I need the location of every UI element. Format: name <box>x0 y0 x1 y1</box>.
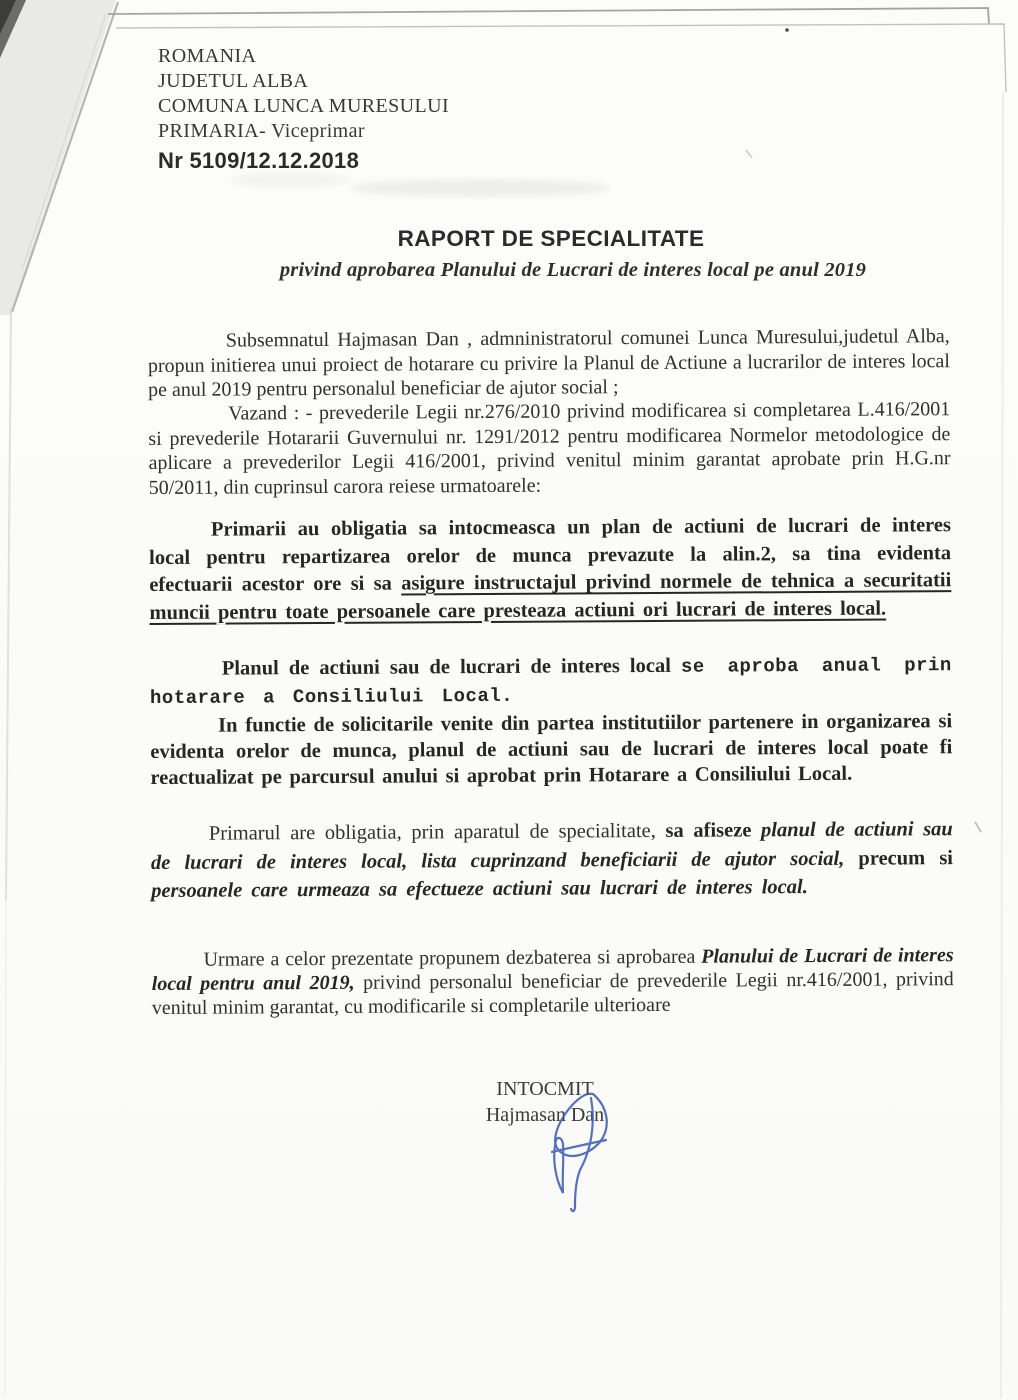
paragraph-legal-basis: Vazand : - prevederile Legii nr.276/2010 privind modificarea si completarea L.416/2001 si prevederile Hotararii Guvernului nr. 1291/2012 pentru modificarea Normelor metodologice de aplicare a prevederilor Legii 416/2001, privind venitul minim garantat aprobate prin H.G.nr 50/2011, din cuprinsul carora reiese urmatoarele: <box>148 398 951 499</box>
mayor-bold-text-1: sa afiseze <box>665 819 762 842</box>
mayor-italic-text-2: persoanele care urmeaza sa efectueze actiuni sau lucrari de interes local. <box>151 876 808 903</box>
diagonal-page-edge-inner <box>22 14 106 270</box>
title-block <box>150 226 952 282</box>
mayor-italic-text-1: planul de actiuni sau de lucrari de interes local, lista cuprinzand beneficiarii de ajutor social, <box>150 818 953 874</box>
dark-corner <box>0 0 26 58</box>
margin-tick-mark <box>975 822 981 832</box>
paragraph-obligation <box>149 512 952 627</box>
signatory-name: Hajmasan Dan <box>485 1104 605 1126</box>
corner-shade <box>0 0 116 315</box>
prepared-by-label: INTOCMIT <box>496 1078 594 1100</box>
bleedthrough-smudge-2 <box>230 172 350 188</box>
paragraph-introduction: Subsemnatul Hajmasan Dan , admninistratorul comunei Lunca Muresului,judetul Alba, propun initierea unui proiect de hotarare cu privire la Planul de Actiune a lucrarilor de interes local pe anul 2019 pentru personalul beneficiar de ajutor social ; <box>147 325 950 402</box>
signature-stroke-lens <box>554 1138 563 1193</box>
approval-typed-text: se aproba anual prin hotarare a Consiliului Local. <box>149 654 952 710</box>
conclusion-rest-text: privind personalul beneficiar de prevederile Legii nr.416/2001, privind venitul minim garantat, cu modificarile si completarile ulterioare <box>151 968 954 1020</box>
paragraph-mayor-obligation <box>151 815 954 905</box>
signature-stroke-cross <box>552 1140 606 1152</box>
right-page-edge <box>1001 92 1003 1398</box>
diagonal-page-edge <box>12 2 118 312</box>
left-page-edge-faint <box>5 900 6 1395</box>
letterhead-office: PRIMARIA- Viceprimar <box>158 120 365 142</box>
scan-speck-tick <box>746 150 752 158</box>
letterhead-country: ROMANIA <box>158 45 257 67</box>
mayor-intro-text: Primarul are obligatia, prin aparatul de specialitate, <box>208 819 666 845</box>
letterhead-commune: COMUNA LUNCA MURESULUI <box>158 95 450 117</box>
document-title: RAPORT DE SPECIALITATE <box>397 226 705 251</box>
bleedthrough-smudge <box>350 179 610 197</box>
top-edge-line-1 <box>108 8 989 24</box>
mayor-bold-text-2: precum si <box>844 846 954 870</box>
paragraph-conclusion <box>152 943 954 1020</box>
conclusion-intro-text: Urmare a celor prezentate propunem dezbaterea si aprobarea <box>203 945 702 971</box>
obligation-underlined-text: asigure instructajul privind normele de tehnica a securitatii muncii pentru toate persoanele care presteaza actiuni ori lucrari de interes local. <box>149 569 952 624</box>
paragraph-reactualization: In functie de solicitarile venite din partea institutiilor partenere in organizarea si evidenta orelor de munca, planul de actiuni sau de lucrari de interes local poate fi reactualizat pe parcursul anului si aprobat prin Hotarare a Consiliului Local. <box>150 710 953 790</box>
registration-number: Nr 5109/12.12.2018 <box>158 148 360 173</box>
approval-lead-text: Planul de actiuni sau de lucrari de interes local <box>221 654 682 680</box>
paragraph-approval <box>150 651 952 712</box>
left-page-edge <box>6 308 11 900</box>
dark-corner-tip <box>0 0 16 34</box>
handwritten-signature <box>530 1082 640 1217</box>
conclusion-emphasis-text: Planului de Lucrari de interes local pentru anul 2019, <box>151 944 954 996</box>
letterhead <box>158 44 449 173</box>
document-subtitle: privind aprobarea Planului de Lucrari de interes local pe anul 2019 <box>279 259 867 281</box>
scan-speck-dot <box>785 28 789 32</box>
letterhead-county: JUDETUL ALBA <box>158 70 309 92</box>
obligation-text: Primarii au obligatia sa intocmeasca un plan de actiuni de lucrari de interes local pentru repartizarea orelor de munca prevazute la alin.2, sa tina evidenta efectuarii acestor ore si sa <box>149 514 952 597</box>
